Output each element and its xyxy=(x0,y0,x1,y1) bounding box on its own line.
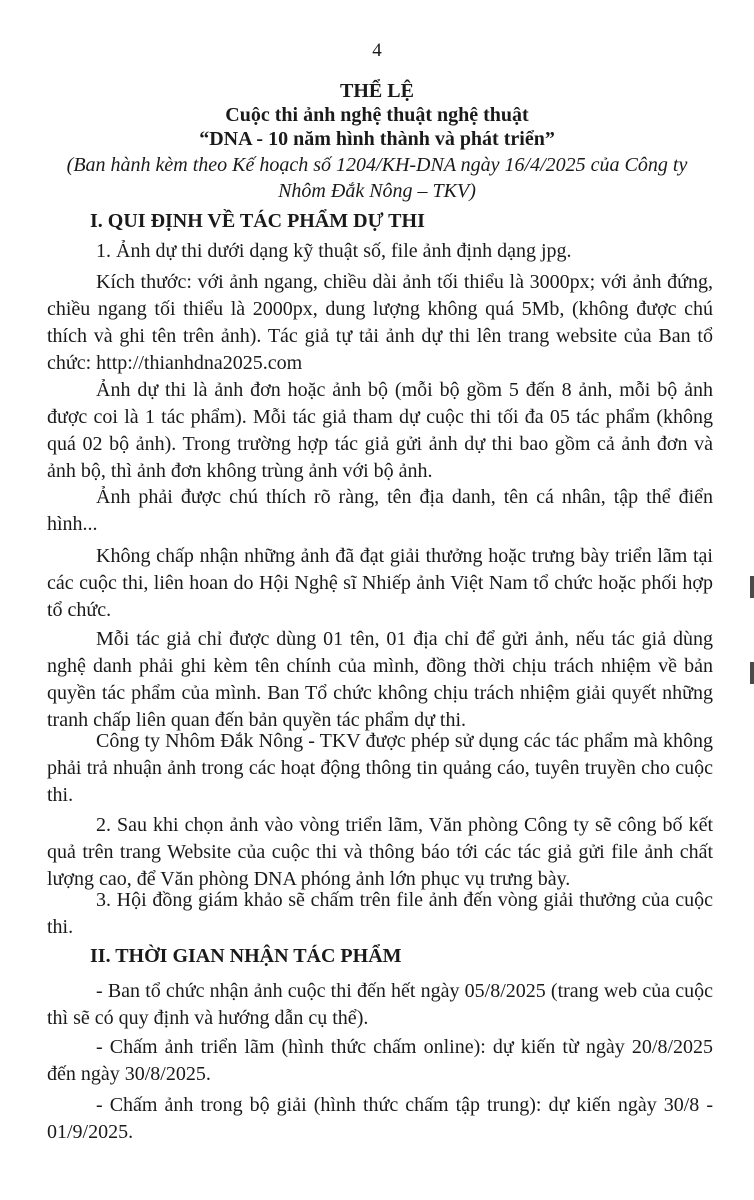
paragraph-usage-rights: Công ty Nhôm Đắk Nông - TKV được phép sử dụng các tác phẩm mà không phải trả nhuận ảnh trong các hoạt động thông tin quảng cáo, tuyên truyền cho cuộc thi. xyxy=(47,730,713,806)
paragraph-captions: Ảnh phải được chú thích rõ ràng, tên địa danh, tên cá nhân, tập thể điển hình... xyxy=(47,486,713,535)
paragraph-dimensions: Kích thước: với ảnh ngang, chiều dài ảnh tối thiểu là 3000px; với ảnh đứng, chiều ngang tối thiểu là 2000px, dung lượng không quá 5Mb, (không được chú thích và ghi tên trên ảnh). Tác giả tự tải ảnh dự thi lên trang website của Ban tổ chức: http://thianhdna2025.com xyxy=(47,271,713,374)
contest-title: Cuộc thi ảnh nghệ thuật nghệ thuật xyxy=(225,104,529,126)
paragraph-deadline: - Ban tổ chức nhận ảnh cuộc thi đến hết ngày 05/8/2025 (trang web của cuộc thì sẽ có quy định và hướng dẫn cụ thể). xyxy=(47,980,713,1029)
paragraph-prize-judging: - Chấm ảnh trong bộ giải (hình thức chấm tập trung): dự kiến ngày 30/8 - 01/9/2025. xyxy=(47,1094,713,1143)
paragraph-exhibition-selection: 2. Sau khi chọn ảnh vào vòng triển lãm, Văn phòng Công ty sẽ công bố kết quả trên trang Website của cuộc thi và thông báo tới các tác giả gửi file ảnh chất lượng cao, để Văn phòng DNA phóng ảnh lớn phục vụ trưng bày. xyxy=(47,814,713,890)
page-number: 4 xyxy=(372,40,382,61)
issued-note-line1: (Ban hành kèm theo Kế hoạch số 1204/KH-DNA ngày 16/4/2025 của Công ty xyxy=(66,154,688,176)
section-heading-1: I. QUI ĐỊNH VỀ TÁC PHẨM DỰ THI xyxy=(90,210,425,232)
paragraph-author-name: Mỗi tác giả chỉ được dùng 01 tên, 01 địa chỉ để gửi ảnh, nếu tác giả dùng nghệ danh phải ghi kèm tên chính của mình, đồng thời chịu trách nhiệm về bản quyền tác phẩm của mình. Ban Tổ chức không chịu trách nhiệm giải quyết những tranh chấp liên quan đến bản quyền tác phẩm dự thi. xyxy=(47,628,713,731)
contest-theme: “DNA - 10 năm hình thành và phát triển” xyxy=(199,128,555,150)
paragraph-not-accepted: Không chấp nhận những ảnh đã đạt giải thưởng hoặc trưng bày triển lãm tại các cuộc thi, liên hoan do Hội Nghệ sĩ Nhiếp ảnh Việt Nam tổ chức hoặc phối hợp tổ chức. xyxy=(47,545,713,621)
edge-mark-top xyxy=(750,576,754,598)
edge-mark-bottom xyxy=(750,662,754,684)
paragraph-exhibition-judging: - Chấm ảnh triển lãm (hình thức chấm online): dự kiến từ ngày 20/8/2025 đến ngày 30/8/2025. xyxy=(47,1036,713,1085)
section-heading-2: II. THỜI GIAN NHẬN TÁC PHẨM xyxy=(90,945,402,967)
issued-note-line2: Nhôm Đắk Nông – TKV) xyxy=(278,180,476,202)
paragraph-file-format: 1. Ảnh dự thi dưới dạng kỹ thuật số, file ảnh định dạng jpg. xyxy=(96,240,572,262)
paragraph-jury: 3. Hội đồng giám khảo sẽ chấm trên file ảnh đến vòng giải thưởng của cuộc thi. xyxy=(47,889,713,938)
paragraph-single-series: Ảnh dự thi là ảnh đơn hoặc ảnh bộ (mỗi bộ gồm 5 đến 8 ảnh, mỗi bộ ảnh được coi là 1 tác phẩm). Mỗi tác giả tham dự cuộc thi tối đa 05 tác phẩm (không quá 02 bộ ảnh). Trong trường hợp tác giả gửi ảnh dự thi bao gồm cả ảnh đơn và ảnh bộ, thì ảnh đơn không trùng ảnh với bộ ảnh. xyxy=(47,379,713,482)
document-label: THỂ LỆ xyxy=(340,80,414,102)
